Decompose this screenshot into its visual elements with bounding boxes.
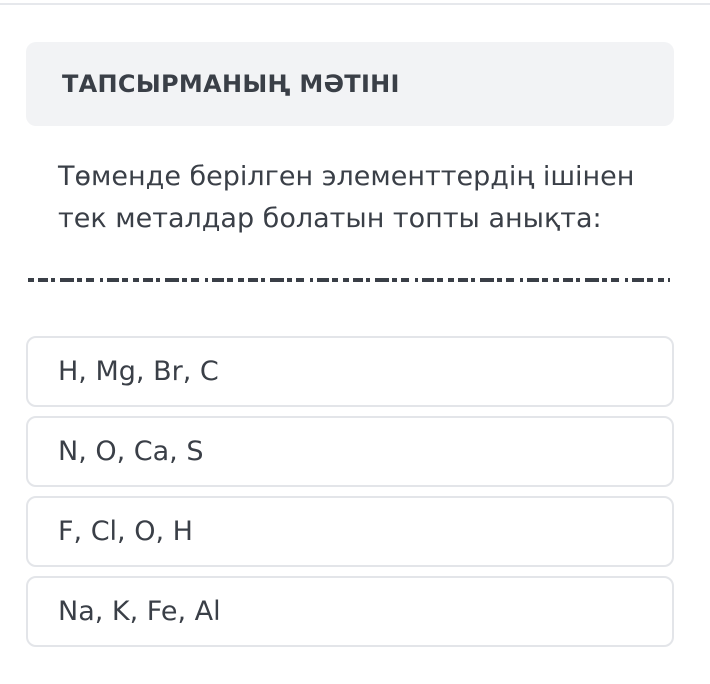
answer-option[interactable]: [26, 336, 674, 407]
answer-option[interactable]: [26, 496, 674, 567]
answer-option[interactable]: [26, 576, 674, 647]
answer-option-label: F, Cl, O, H: [58, 516, 193, 547]
answer-option-label: N, O, Ca, S: [58, 436, 204, 467]
question-line: тек металдар болатын топты анықта:: [58, 203, 602, 234]
answer-options: [26, 336, 674, 656]
answer-option[interactable]: [26, 416, 674, 487]
question-text: [58, 156, 658, 240]
top-divider: [0, 3, 710, 5]
answer-option-label: H, Mg, Br, C: [58, 356, 219, 387]
question-line: Төменде берілген элементтердің ішінен: [58, 161, 635, 192]
task-header: [26, 42, 674, 126]
answer-option-label: Na, K, Fe, Al: [58, 596, 221, 627]
task-header-title: ТАПСЫРМАНЫҢ МӘТІНІ: [62, 70, 400, 98]
dashed-divider: [28, 277, 670, 283]
